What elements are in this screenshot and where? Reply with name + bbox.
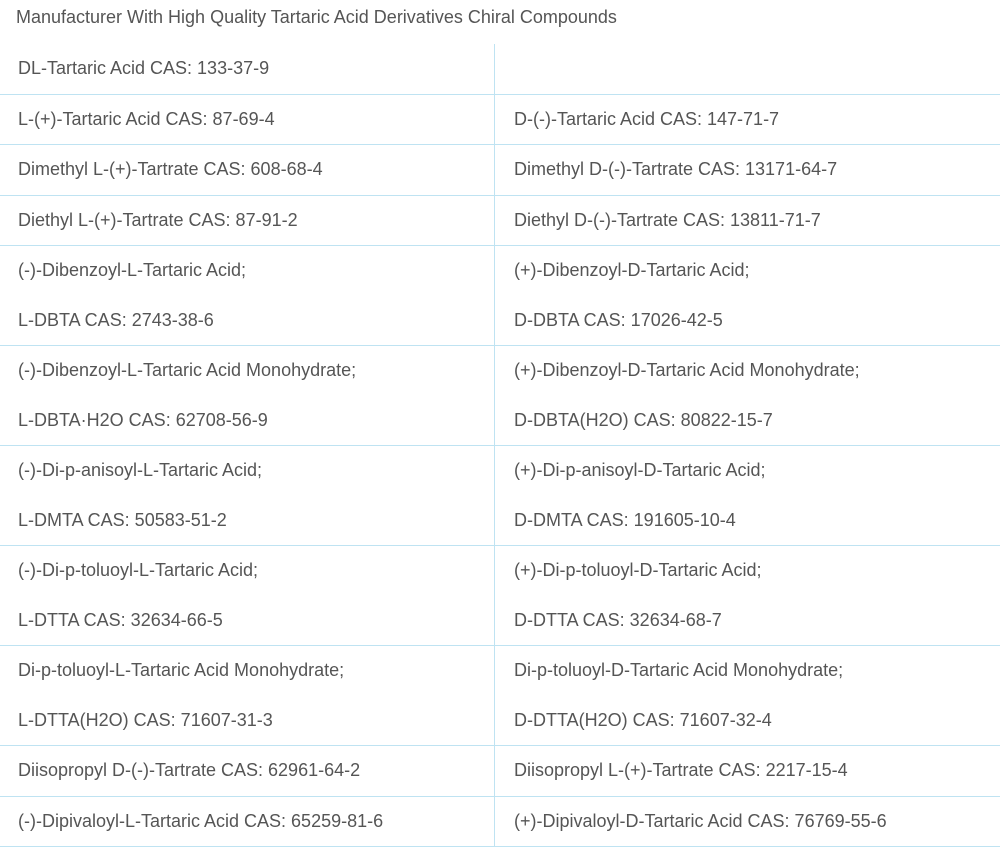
table-cell-d-isomer bbox=[495, 246, 1000, 345]
table-cell-d-isomer bbox=[495, 346, 1000, 445]
table-row bbox=[0, 346, 1000, 446]
table-cell-l-isomer bbox=[0, 145, 495, 195]
compound-text: (-)-Dipivaloyl-L-Tartaric Acid CAS: 65259-81-6 bbox=[18, 797, 494, 847]
compound-text: D-DTTA(H2O) CAS: 71607-32-4 bbox=[514, 696, 1000, 746]
table-row bbox=[0, 145, 1000, 196]
compound-text: L-(+)-Tartaric Acid CAS: 87-69-4 bbox=[18, 95, 494, 145]
table-row bbox=[0, 546, 1000, 646]
table-cell-d-isomer bbox=[495, 446, 1000, 545]
table-cell-l-isomer bbox=[0, 746, 495, 796]
compound-text: Diethyl D-(-)-Tartrate CAS: 13811-71-7 bbox=[514, 196, 1000, 246]
compound-text: (+)-Dibenzoyl-D-Tartaric Acid Monohydrate; bbox=[514, 346, 1000, 396]
table-cell-d-isomer bbox=[495, 44, 1000, 94]
table-cell-d-isomer bbox=[495, 546, 1000, 645]
compound-text: L-DTTA(H2O) CAS: 71607-31-3 bbox=[18, 696, 494, 746]
compound-text: L-DTTA CAS: 32634-66-5 bbox=[18, 596, 494, 646]
compound-text: (-)-Di-p-anisoyl-L-Tartaric Acid; bbox=[18, 446, 494, 496]
compound-text: D-DBTA CAS: 17026-42-5 bbox=[514, 296, 1000, 346]
compound-text: D-DBTA(H2O) CAS: 80822-15-7 bbox=[514, 396, 1000, 446]
compound-text: Diisopropyl L-(+)-Tartrate CAS: 2217-15-4 bbox=[514, 746, 1000, 796]
compound-text: Di-p-toluoyl-L-Tartaric Acid Monohydrate; bbox=[18, 646, 494, 696]
compound-table bbox=[0, 44, 1000, 847]
compound-text: (+)-Dibenzoyl-D-Tartaric Acid; bbox=[514, 246, 1000, 296]
table-cell-l-isomer bbox=[0, 95, 495, 145]
compound-text: L-DBTA CAS: 2743-38-6 bbox=[18, 296, 494, 346]
table-cell-d-isomer bbox=[495, 95, 1000, 145]
compound-text: D-DMTA CAS: 191605-10-4 bbox=[514, 496, 1000, 546]
compound-text: L-DMTA CAS: 50583-51-2 bbox=[18, 496, 494, 546]
compound-text: L-DBTA·H2O CAS: 62708-56-9 bbox=[18, 396, 494, 446]
table-row bbox=[0, 196, 1000, 247]
page-title: Manufacturer With High Quality Tartaric Acid Derivatives Chiral Compounds bbox=[16, 6, 617, 28]
table-cell-d-isomer bbox=[495, 196, 1000, 246]
table-row bbox=[0, 246, 1000, 346]
table-cell-d-isomer bbox=[495, 797, 1000, 847]
table-cell-l-isomer bbox=[0, 196, 495, 246]
compound-text: (-)-Dibenzoyl-L-Tartaric Acid Monohydrate; bbox=[18, 346, 494, 396]
table-cell-d-isomer bbox=[495, 746, 1000, 796]
table-cell-l-isomer bbox=[0, 646, 495, 745]
table-cell-l-isomer bbox=[0, 797, 495, 847]
table-cell-d-isomer bbox=[495, 646, 1000, 745]
table-row bbox=[0, 746, 1000, 797]
compound-text: Dimethyl L-(+)-Tartrate CAS: 608-68-4 bbox=[18, 145, 494, 195]
table-cell-l-isomer bbox=[0, 44, 495, 94]
table-cell-l-isomer bbox=[0, 346, 495, 445]
compound-text: Diethyl L-(+)-Tartrate CAS: 87-91-2 bbox=[18, 196, 494, 246]
table-row bbox=[0, 95, 1000, 146]
table-row bbox=[0, 646, 1000, 746]
compound-text: (+)-Dipivaloyl-D-Tartaric Acid CAS: 76769-55-6 bbox=[514, 797, 1000, 847]
compound-text: D-(-)-Tartaric Acid CAS: 147-71-7 bbox=[514, 95, 1000, 145]
table-cell-l-isomer bbox=[0, 546, 495, 645]
table-cell-d-isomer bbox=[495, 145, 1000, 195]
compound-text: Diisopropyl D-(-)-Tartrate CAS: 62961-64-2 bbox=[18, 746, 494, 796]
compound-text: (+)-Di-p-anisoyl-D-Tartaric Acid; bbox=[514, 446, 1000, 496]
table-row bbox=[0, 446, 1000, 546]
compound-text bbox=[514, 44, 1000, 94]
compound-text: Di-p-toluoyl-D-Tartaric Acid Monohydrate; bbox=[514, 646, 1000, 696]
compound-text: D-DTTA CAS: 32634-68-7 bbox=[514, 596, 1000, 646]
table-row bbox=[0, 797, 1000, 847]
compound-text: DL-Tartaric Acid CAS: 133-37-9 bbox=[18, 44, 494, 94]
compound-text: (+)-Di-p-toluoyl-D-Tartaric Acid; bbox=[514, 546, 1000, 596]
compound-text: (-)-Dibenzoyl-L-Tartaric Acid; bbox=[18, 246, 494, 296]
table-cell-l-isomer bbox=[0, 446, 495, 545]
table-row bbox=[0, 44, 1000, 95]
compound-text: Dimethyl D-(-)-Tartrate CAS: 13171-64-7 bbox=[514, 145, 1000, 195]
table-cell-l-isomer bbox=[0, 246, 495, 345]
compound-text: (-)-Di-p-toluoyl-L-Tartaric Acid; bbox=[18, 546, 494, 596]
